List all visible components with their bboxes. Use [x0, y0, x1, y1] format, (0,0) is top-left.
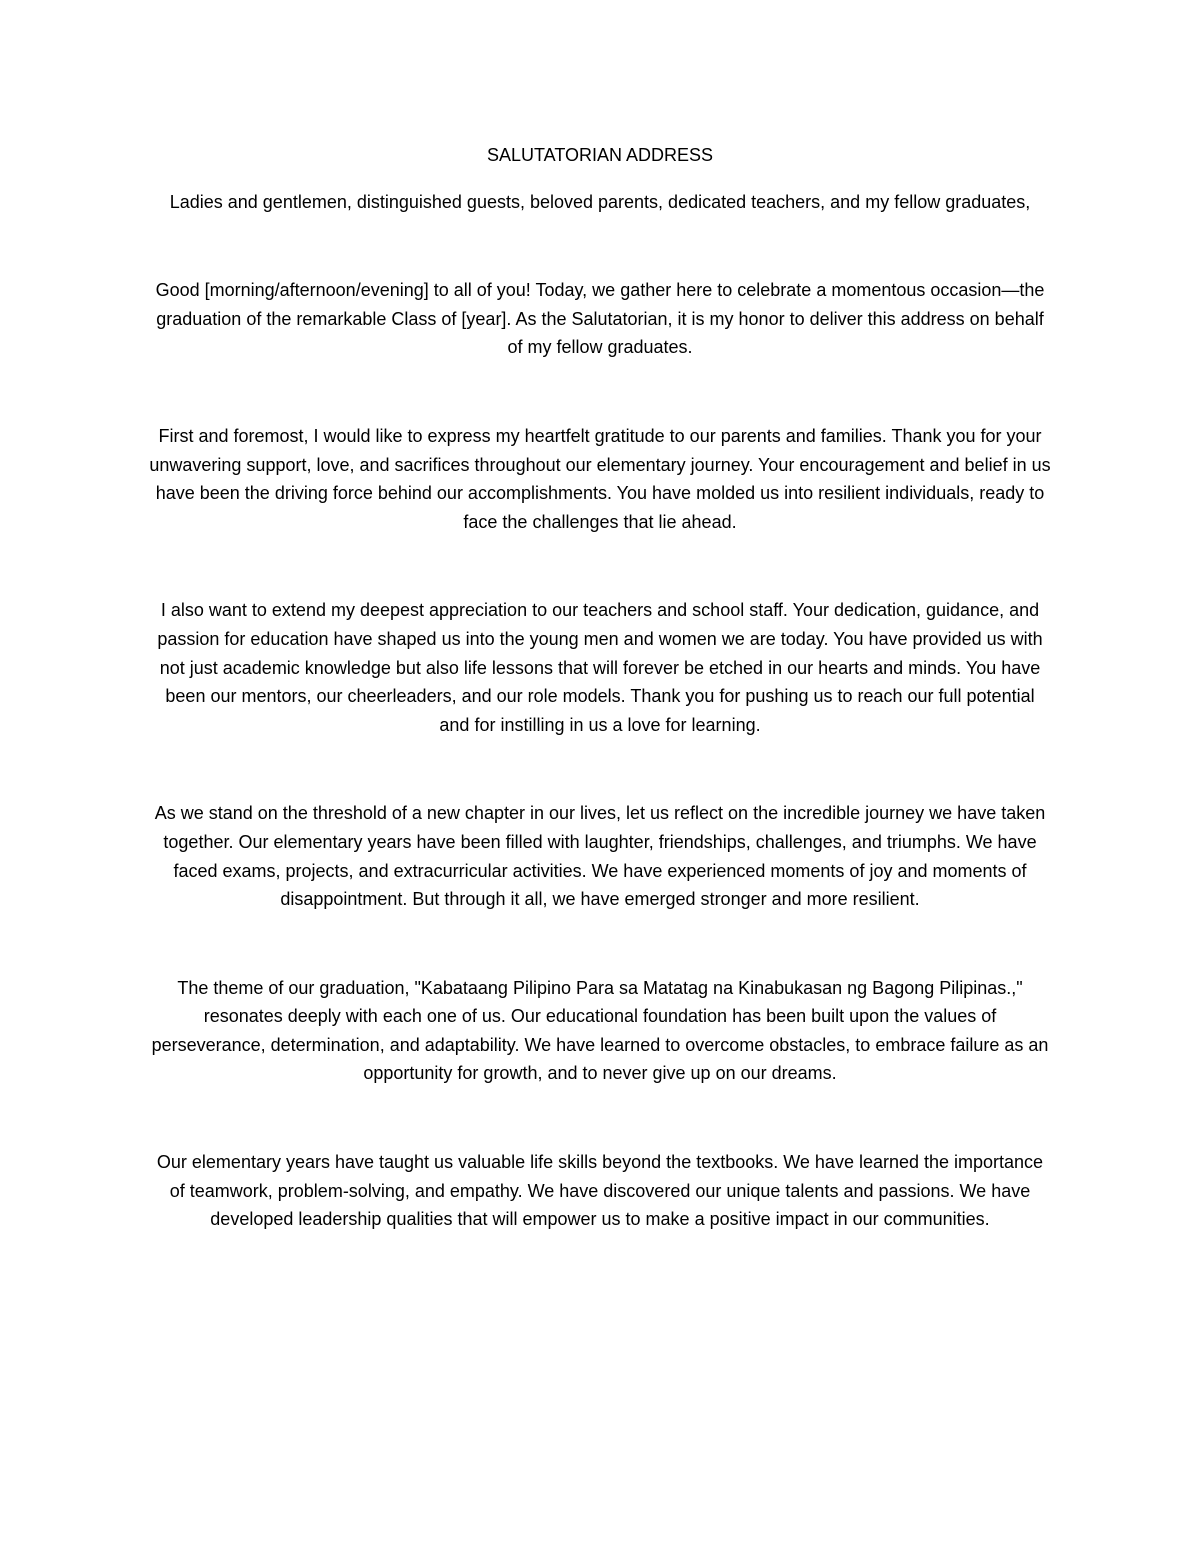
document-title: SALUTATORIAN ADDRESS	[486, 145, 714, 165]
paragraph-greeting: Ladies and gentlemen, distinguished guests, beloved parents, dedicated teachers, and my fellow graduates,	[169, 191, 1031, 212]
paragraph-life-skills: Our elementary years have taught us valuable life skills beyond the textbooks. We have learned the importance of teamwork, problem-solving, and empathy. We have discovered our unique talents and passions. We have developed leadership qualities that will empower us to make a positive impact in our communities.	[156, 1152, 1044, 1230]
paragraph-teachers: I also want to extend my deepest appreciation to our teachers and school staff. Your dedication, guidance, and passion for education have shaped us into the young men and women we are today. You have provided us with not just academic knowledge but also life lessons that will forever be etched in our hearts and minds. You have been our mentors, our cheerleaders, and our role models. Thank you for pushing us to reach our full potential and for instilling in us a love for learning.	[157, 600, 1043, 735]
document-body	[148, 141, 1052, 1234]
paragraph-theme: The theme of our graduation, "Kabataang Pilipino Para sa Matatag na Kinabukasan ng Bagong Pilipinas.," resonates deeply with each one of us. Our educational foundation has been built upon the values of perseverance, determination, and adaptability. We have learned to overcome obstacles, to embrace failure as an opportunity for growth, and to never give up on our dreams.	[151, 977, 1049, 1084]
paragraph-parents: First and foremost, I would like to express my heartfelt gratitude to our parents and families. Thank you for your unwavering support, love, and sacrifices throughout our elementary journey. Your encouragement and belief in us have been the driving force behind our accomplishments. You have molded us into resilient individuals, ready to face the challenges that lie ahead.	[149, 425, 1051, 532]
paragraph-opening: Good [morning/afternoon/evening] to all of you! Today, we gather here to celebrate a momentous occasion—the graduation of the remarkable Class of [year]. As the Salutatorian, it is my honor to deliver this address on behalf of my fellow graduates.	[155, 280, 1045, 358]
paragraph-journey: As we stand on the threshold of a new chapter in our lives, let us reflect on the incredible journey we have taken together. Our elementary years have been filled with laughter, friendships, challenges, and triumphs. We have faced exams, projects, and extracurricular activities. We have experienced moments of joy and moments of disappointment. But through it all, we have emerged stronger and more resilient.	[154, 803, 1046, 910]
